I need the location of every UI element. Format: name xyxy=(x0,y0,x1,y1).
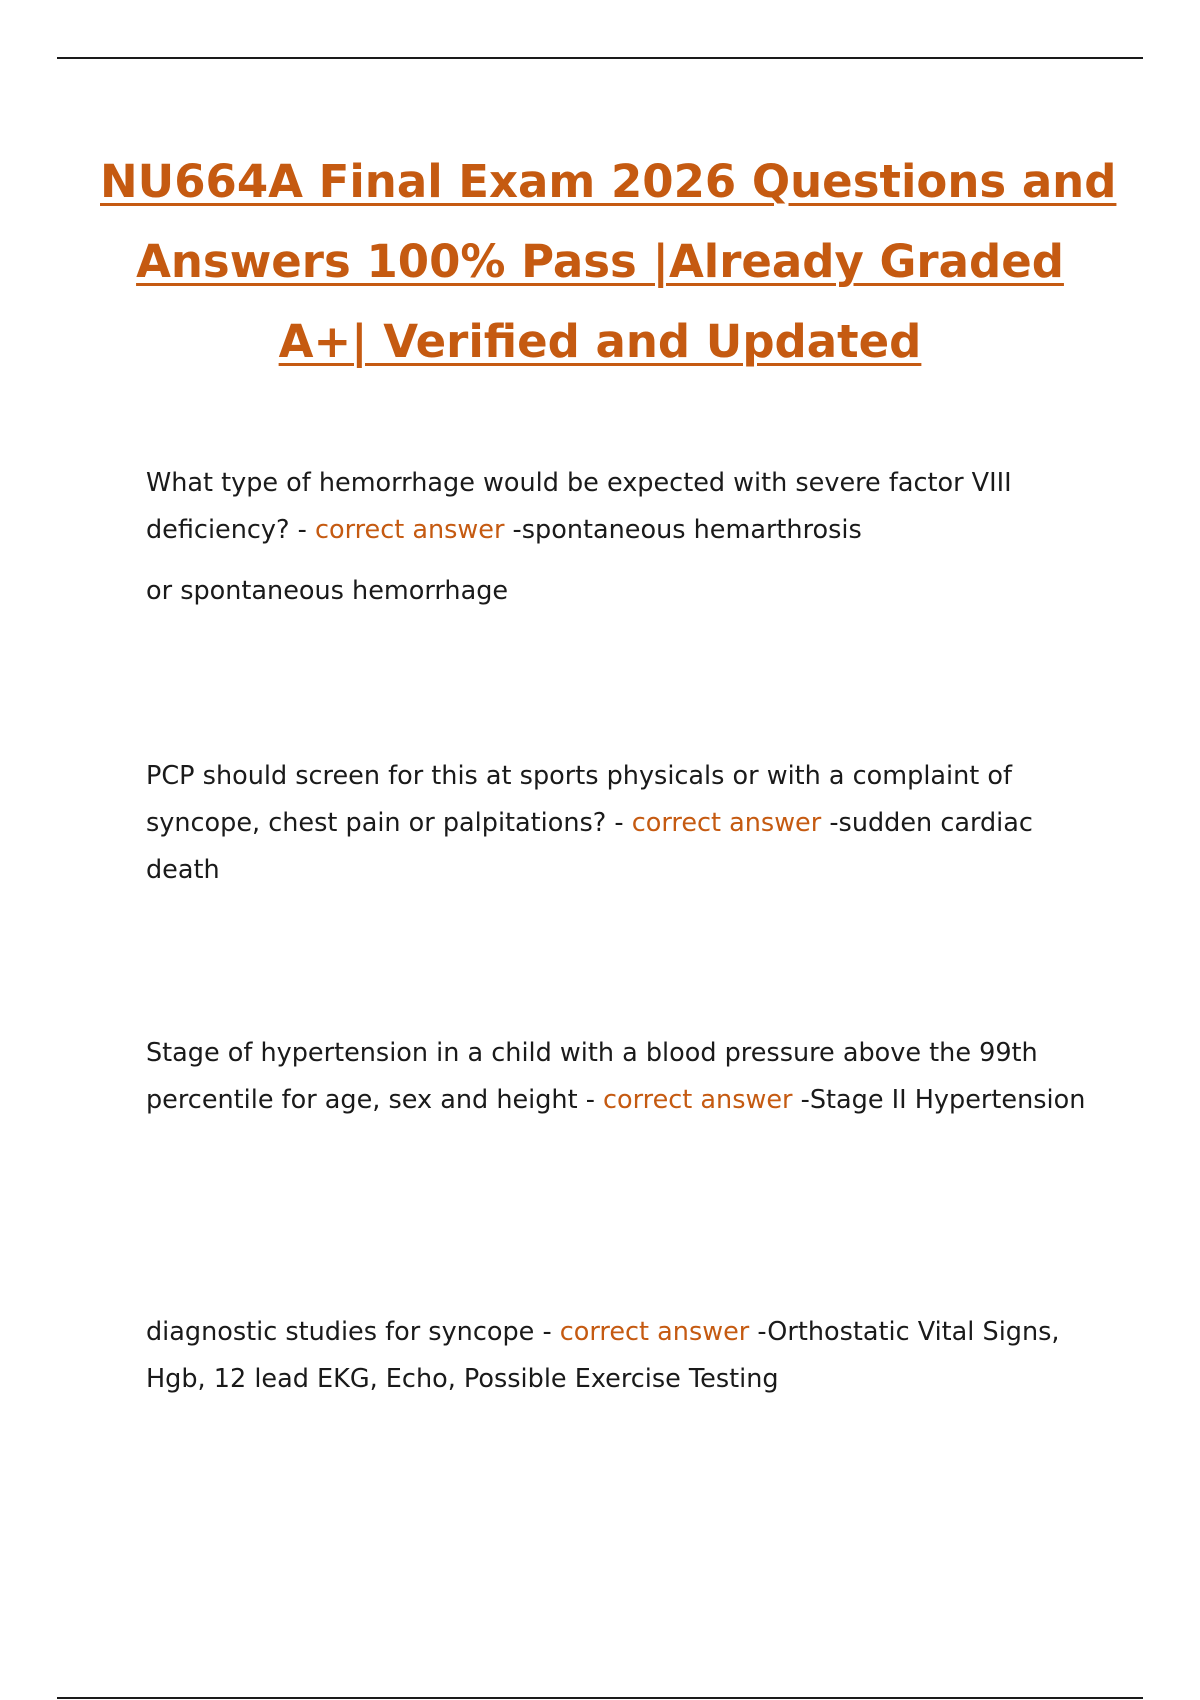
answer-text: -sudden cardiac death xyxy=(146,808,1033,885)
correct-answer-marker: correct answer xyxy=(314,515,505,545)
answer-text: -Stage II Hypertension xyxy=(792,1085,1086,1115)
document-title xyxy=(100,142,1117,382)
qa-item-1 xyxy=(146,460,1106,615)
correct-answer-marker: correct answer xyxy=(631,808,822,838)
title-line-2: Answers 100% Pass |Already Graded xyxy=(136,235,1064,288)
qa-item-4 xyxy=(146,1309,1106,1403)
qa-item-2 xyxy=(146,753,1106,894)
answer-continuation: or spontaneous hemorrhage xyxy=(146,576,509,606)
title-line-3: A+| Verified and Updated xyxy=(278,315,922,368)
question-text: Stage of hypertension in a child with a blood pressure above the 99th percentile for age, sex and height - xyxy=(146,1038,1038,1115)
answer-text: -spontaneous hemarthrosis xyxy=(504,515,862,545)
footer-rule xyxy=(57,1697,1143,1699)
answer-text: -Orthostatic Vital Signs, Hgb, 12 lead EKG, Echo, Possible Exercise Testing xyxy=(146,1317,1060,1394)
question-text: What type of hemorrhage would be expected with severe factor VIII deficiency? - xyxy=(146,468,1012,545)
qa-item-3 xyxy=(146,1030,1106,1124)
correct-answer-marker: correct answer xyxy=(559,1317,750,1347)
question-text: diagnostic studies for syncope - xyxy=(146,1317,560,1347)
correct-answer-marker: correct answer xyxy=(603,1085,793,1115)
header-rule xyxy=(57,57,1143,59)
title-line-1: NU664A Final Exam 2026 Questions and xyxy=(100,155,1117,208)
question-text: PCP should screen for this at sports physicals or with a complaint of syncope, chest pain or palpitations? - xyxy=(146,761,1012,838)
